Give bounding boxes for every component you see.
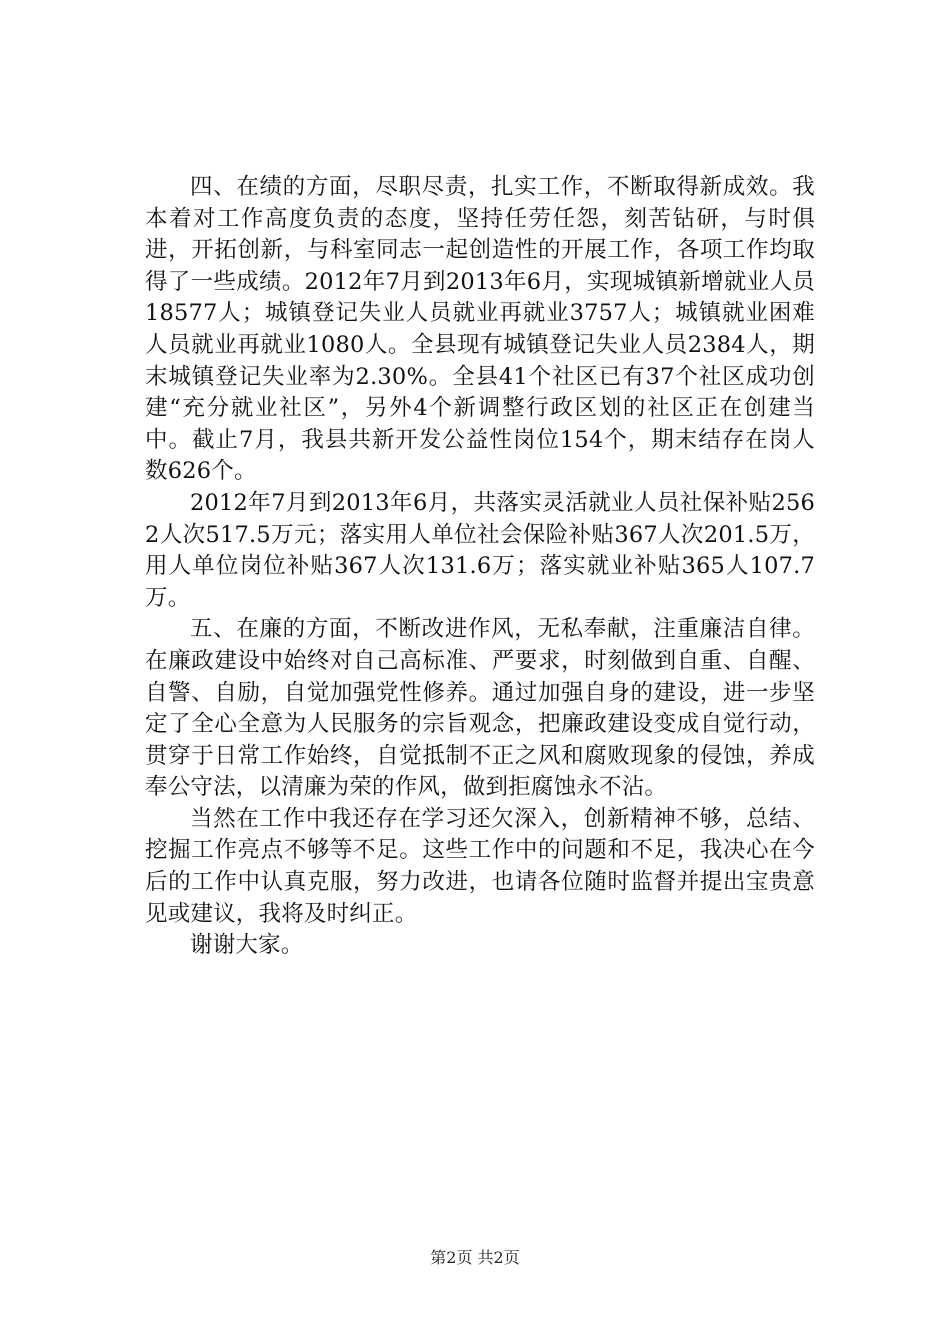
paragraph-shortcomings: 当然在工作中我还存在学习还欠深入，创新精神不够，总结、挖掘工作亮点不够等不足。这些工作中的问题和不足，我决心在今后的工作中认真克服，努力改进，也请各位随时监督并提出宝贵意见或建议，我将及时纠正。 (145, 805, 815, 927)
page-number-footer: 第2页 共2页 (430, 1248, 520, 1267)
paragraph-closing: 谢谢大家。 (190, 932, 304, 959)
paragraph-integrity: 五、在廉的方面，不断改进作风，无私奉献，注重廉洁自律。在廉政建设中始终对自己高标准、严要求，时刻做到自重、自醒、自警、自励，自觉加强党性修养。通过加强自身的建设，进一步坚定了全心全意为人民服务的宗旨观念，把廉政建设变成自觉行动，贯穿于日常工作始终，自觉抵制不正之风和腐败现象的侵蚀，养成奉公守法，以清廉为荣的作风，做到拒腐蚀永不沾。 (145, 616, 815, 801)
paragraph-subsidies: 2012年7月到2013年6月，共落实灵活就业人员社保补贴2562人次517.5万元；落实用人单位社会保险补贴367人次201.5万，用人单位岗位补贴367人次131.6万；落实就业补贴365人107.7万。 (145, 489, 815, 611)
document-body (145, 172, 815, 962)
paragraph-performance: 四、在绩的方面，尽职尽责，扎实工作，不断取得新成效。我本着对工作高度负责的态度，坚持任劳任怨，刻苦钻研，与时俱进，开拓创新，与科室同志一起创造性的开展工作，各项工作均取得了一些成绩。2012年7月到2013年6月，实现城镇新增就业人员18577人；城镇登记失业人员就业再就业3757人；城镇就业困难人员就业再就业1080人。全县现有城镇登记失业人员2384人，期末城镇登记失业率为2.30%。全县41个社区已有37个社区成功创建“充分就业社区”，另外4个新调整行政区划的社区正在创建当中。截止7月，我县共新开发公益性岗位154个，期末结存在岗人数626个。 (145, 174, 815, 485)
